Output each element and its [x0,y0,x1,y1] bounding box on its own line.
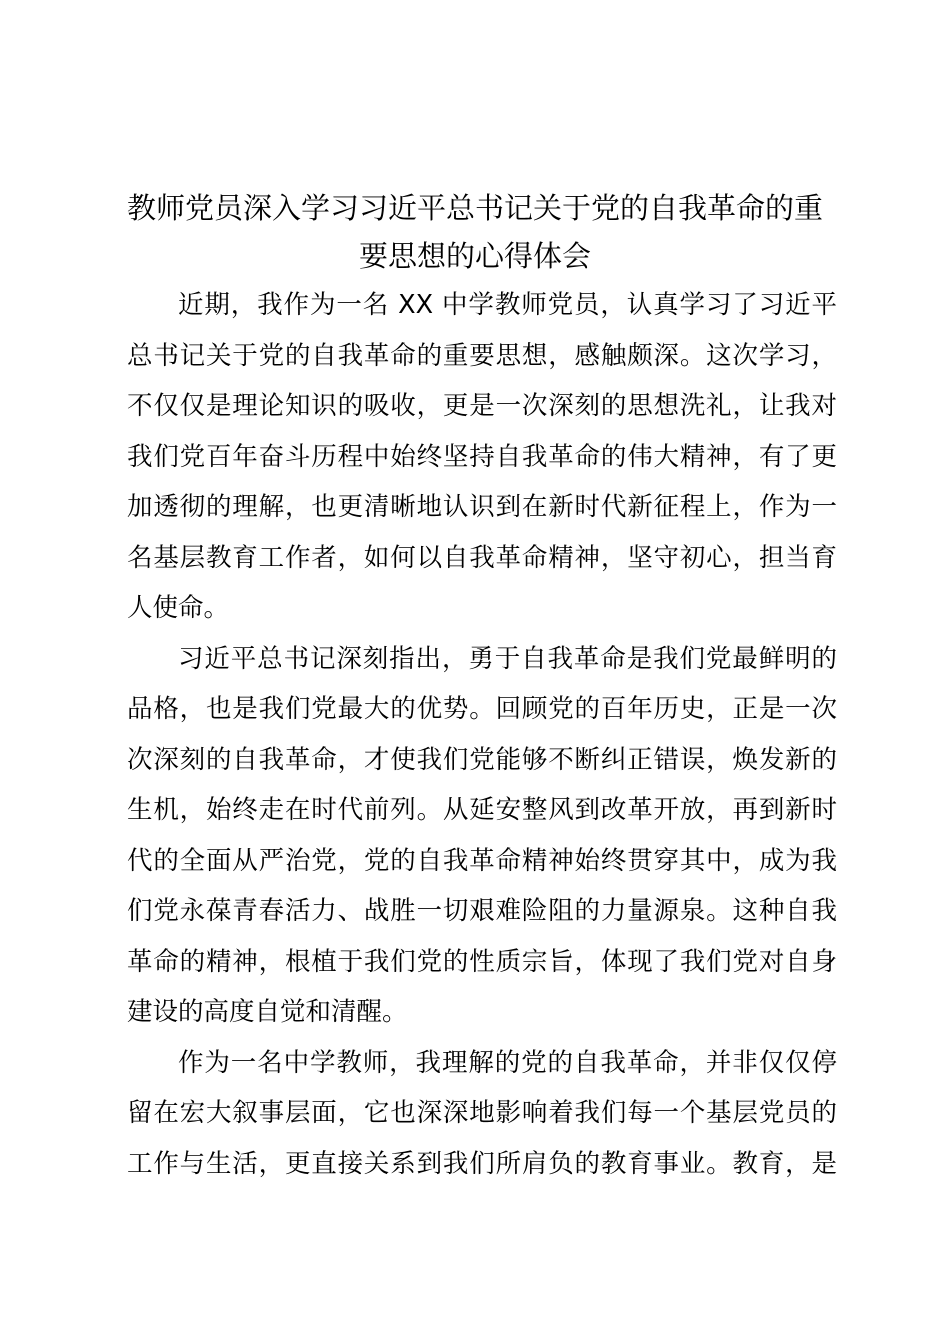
document-title [110,184,840,280]
paragraph-3 [127,1038,837,1190]
paragraph-2 [127,634,837,1038]
title-line: 要思想的心得体会 [358,239,591,273]
text-line: 人使命。 [127,593,230,623]
text-line: 工作与生活，更直接关系到我们所肩负的教育事业。教育，是 [127,1148,837,1179]
text-line: 总书记关于党的自我革命的重要思想，感触颇深。这次学习， [127,340,837,371]
text-line: 作为一名中学教师，我理解的党的自我革命，并非仅仅停 [178,1047,837,1078]
text-line: 近期，我作为一名 XX 中学教师党员，认真学习了习近平 [178,290,837,320]
text-line: 革命的精神，根植于我们党的性质宗旨，体现了我们党对自身 [127,946,837,977]
text-line: 名基层教育工作者，如何以自我革命精神，坚守初心，担当育 [127,542,837,573]
text-line: 习近平总书记深刻指出，勇于自我革命是我们党最鲜明的 [178,643,837,674]
text-line: 留在宏大叙事层面，它也深深地影响着我们每一个基层党员的 [127,1098,837,1128]
text-line: 代的全面从严治党，党的自我革命精神始终贯穿其中，成为我 [127,845,837,876]
text-line: 生机，始终走在时代前列。从延安整风到改革开放，再到新时 [127,795,837,825]
paragraph-1 [127,280,837,634]
text-line: 品格，也是我们党最大的优势。回顾党的百年历史，正是一次 [127,694,837,724]
text-line: 建设的高度自觉和清醒。 [127,997,408,1027]
text-line: 们党永葆青春活力、战胜一切艰难险阻的力量源泉。这种自我 [127,896,837,926]
text-line: 加透彻的理解，也更清晰地认识到在新时代新征程上，作为一 [127,492,837,522]
document-body [127,280,837,1189]
text-line: 我们党百年奋斗历程中始终坚持自我革命的伟大精神，有了更 [127,441,837,472]
text-line: 不仅仅是理论知识的吸收，更是一次深刻的思想洗礼，让我对 [127,391,837,421]
text-line: 次深刻的自我革命，才使我们党能够不断纠正错误，焕发新的 [127,744,837,775]
title-line: 教师党员深入学习习近平总书记关于党的自我革命的重 [126,191,823,225]
